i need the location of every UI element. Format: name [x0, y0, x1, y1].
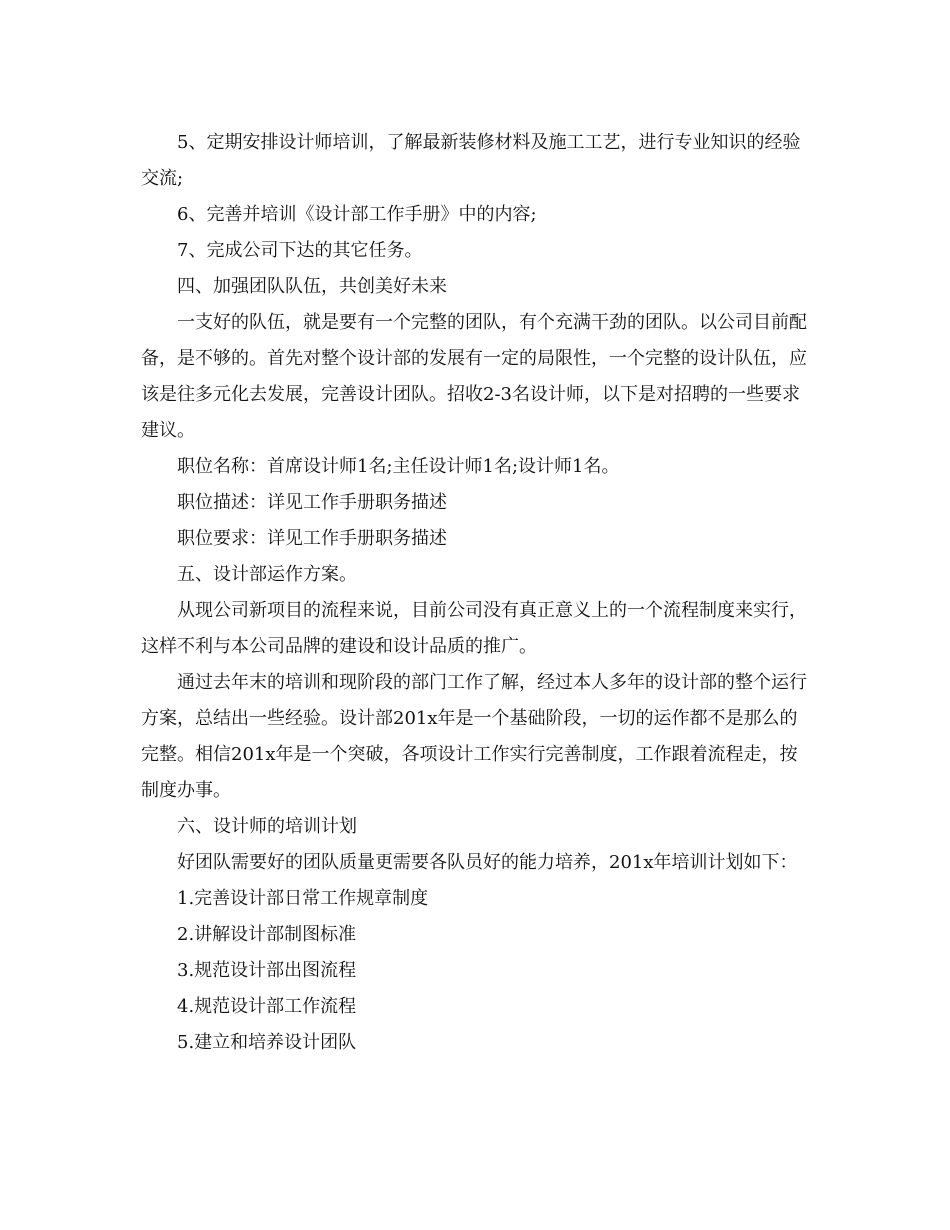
paragraph-position-description: 职位描述：详见工作手册职务描述	[177, 492, 447, 513]
list-item-1: 1.完善设计部日常工作规章制度	[177, 888, 429, 909]
paragraph-process: 从现公司新项目的流程来说，目前公司没有真正意义上的一个流程制度来实行，这样不利与本公司品牌的建设和设计品质的推广。	[141, 600, 807, 657]
paragraph-position-name: 职位名称：首席设计师1名;主任设计师1名;设计师1名。	[177, 456, 620, 477]
list-item-4: 4.规范设计部工作流程	[177, 996, 357, 1017]
paragraph-team: 一支好的队伍，就是要有一个完整的团队，有个充满干劲的团队。以公司目前配备，是不够的。首先对整个设计部的发展有一定的局限性，一个完整的设计队伍，应该是往多元化去发展，完善设计团队。招收2-3名设计师，以下是对招聘的一些要求建议。	[141, 312, 807, 441]
list-item-3: 3.规范设计部出图流程	[177, 960, 357, 981]
section-heading-5: 五、设计部运作方案。	[177, 564, 357, 585]
paragraph-experience: 通过去年末的培训和现阶段的部门工作了解，经过本人多年的设计部的整个运行方案，总结出一些经验。设计部201x年是一个基础阶段，一切的运作都不是那么的完整。相信201x年是一个突破，各项设计工作实行完善制度，工作跟着流程走，按制度办事。	[141, 672, 807, 801]
paragraph-item-5-training: 5、定期安排设计师培训，了解最新装修材料及施工工艺，进行专业知识的经验交流;	[141, 132, 801, 189]
paragraph-item-7-tasks: 7、完成公司下达的其它任务。	[177, 240, 423, 261]
paragraph-item-6-manual: 6、完善并培训《设计部工作手册》中的内容;	[177, 204, 537, 225]
paragraph-position-requirements: 职位要求：详见工作手册职务描述	[177, 528, 447, 549]
paragraph-training-plan: 好团队需要好的团队质量更需要各队员好的能力培养，201x年培训计划如下：	[177, 852, 798, 873]
document-body	[141, 125, 813, 1061]
section-heading-6: 六、设计师的培训计划	[177, 816, 357, 837]
section-heading-4: 四、加强团队队伍，共创美好未来	[177, 276, 447, 297]
list-item-5: 5.建立和培养设计团队	[177, 1032, 357, 1053]
list-item-2: 2.讲解设计部制图标准	[177, 924, 357, 945]
